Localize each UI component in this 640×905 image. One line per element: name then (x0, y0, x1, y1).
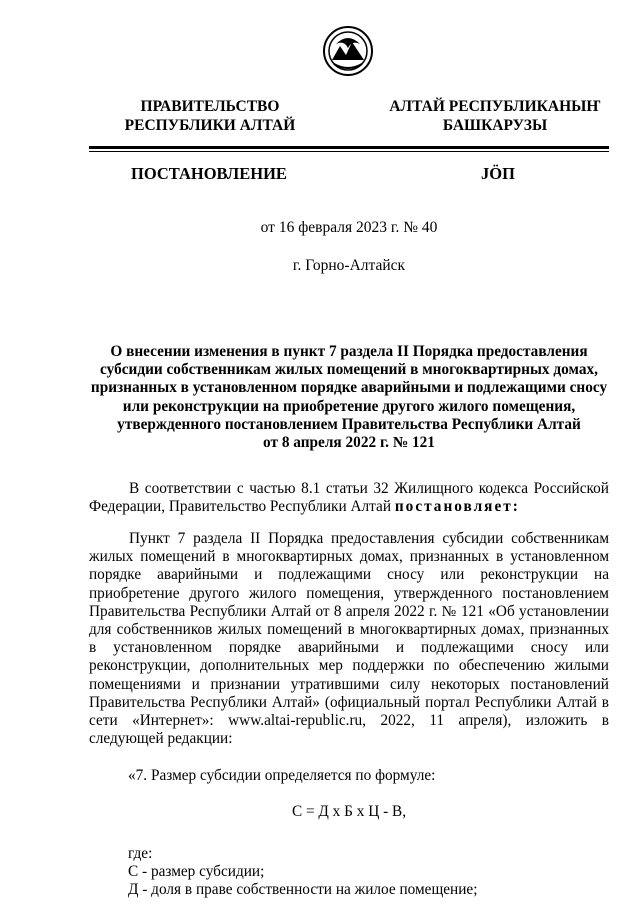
header-left-line1: ПРАВИТЕЛЬСТВО (140, 98, 280, 115)
title-line: О внесении изменения в пункт 7 раздела II Порядка предоставления (110, 343, 588, 360)
title-line: или реконструкции на приобретение другого жилого помещения, (122, 397, 576, 415)
document-title (89, 343, 609, 452)
amendment-paragraph: Пункт 7 раздела II Порядка предоставления субсидии собственникам жилых помещений в многоквартирных домах, признанных в установленном порядке аварийными и подлежащими сносу или реконструкции на приобретение другого жилого помещения, утвержденного постановлением Правительства Республики Алтай от 8 апреля 2022 г. № 121 «Об установлении для собственников жилых помещений в многоквартирных домах, признанных в установленном порядке аварийными и подлежащими сносу или реконструкции, дополнительных мер поддержки по обеспечению жилыми помещениями и признании утратившими силу некоторых постановлений Правительства Республики Алтай» (официальный портал Республики Алтай в сети «Интернет»: www.altai-republic.ru, 2022, 11 апреля), изложить в следующей редакции: (89, 530, 609, 748)
formula-intro: «7. Размер субсидии определяется по формуле: (128, 767, 436, 784)
header-left (100, 97, 320, 135)
formula: С = Д х Б х Ц - В, (291, 803, 407, 820)
decree-keyword: постановляет: (394, 498, 520, 516)
header-right-line1: АЛТАЙ РЕСПУБЛИКАНЫҤ (389, 98, 601, 115)
title-line: субсидии собственникам жилых помещений в многоквартирных домах, (100, 361, 598, 379)
definition-item: С - размер субсидии; (128, 863, 265, 881)
title-line: от 8 апреля 2022 г. № 121 (263, 434, 435, 452)
title-line: признанных в установленном порядке аварийными и подлежащими сносу (90, 379, 608, 397)
header-left-line2: РЕСПУБЛИКИ АЛТАЙ (124, 117, 296, 134)
decree-label-right: JÖП (481, 164, 515, 183)
date-line: от 16 февраля 2023 г. № 40 (260, 219, 438, 236)
header-right-line2: БАШКАРУЗЫ (442, 117, 548, 134)
definition-item: где: (128, 845, 153, 862)
definitions-list (128, 845, 477, 900)
preamble-paragraph (89, 480, 609, 516)
decree-label-left: ПОСТАНОВЛЕНИЕ (131, 164, 287, 183)
city-line: г. Горно-Алтайск (292, 257, 406, 274)
header-divider-thick (89, 146, 609, 149)
coat-of-arms-icon (322, 22, 374, 80)
title-line: утвержденного постановлением Правительства Республики Алтай (117, 415, 581, 433)
header-right (370, 97, 620, 135)
definition-item: Д - доля в праве собственности на жилое помещение; (128, 881, 478, 899)
preamble-text: В соответствии с частью 8.1 статьи 32 Жилищного кодекса Российской Федерации, Правительство Республики Алтай (89, 480, 609, 516)
header-divider-thin (89, 151, 609, 152)
